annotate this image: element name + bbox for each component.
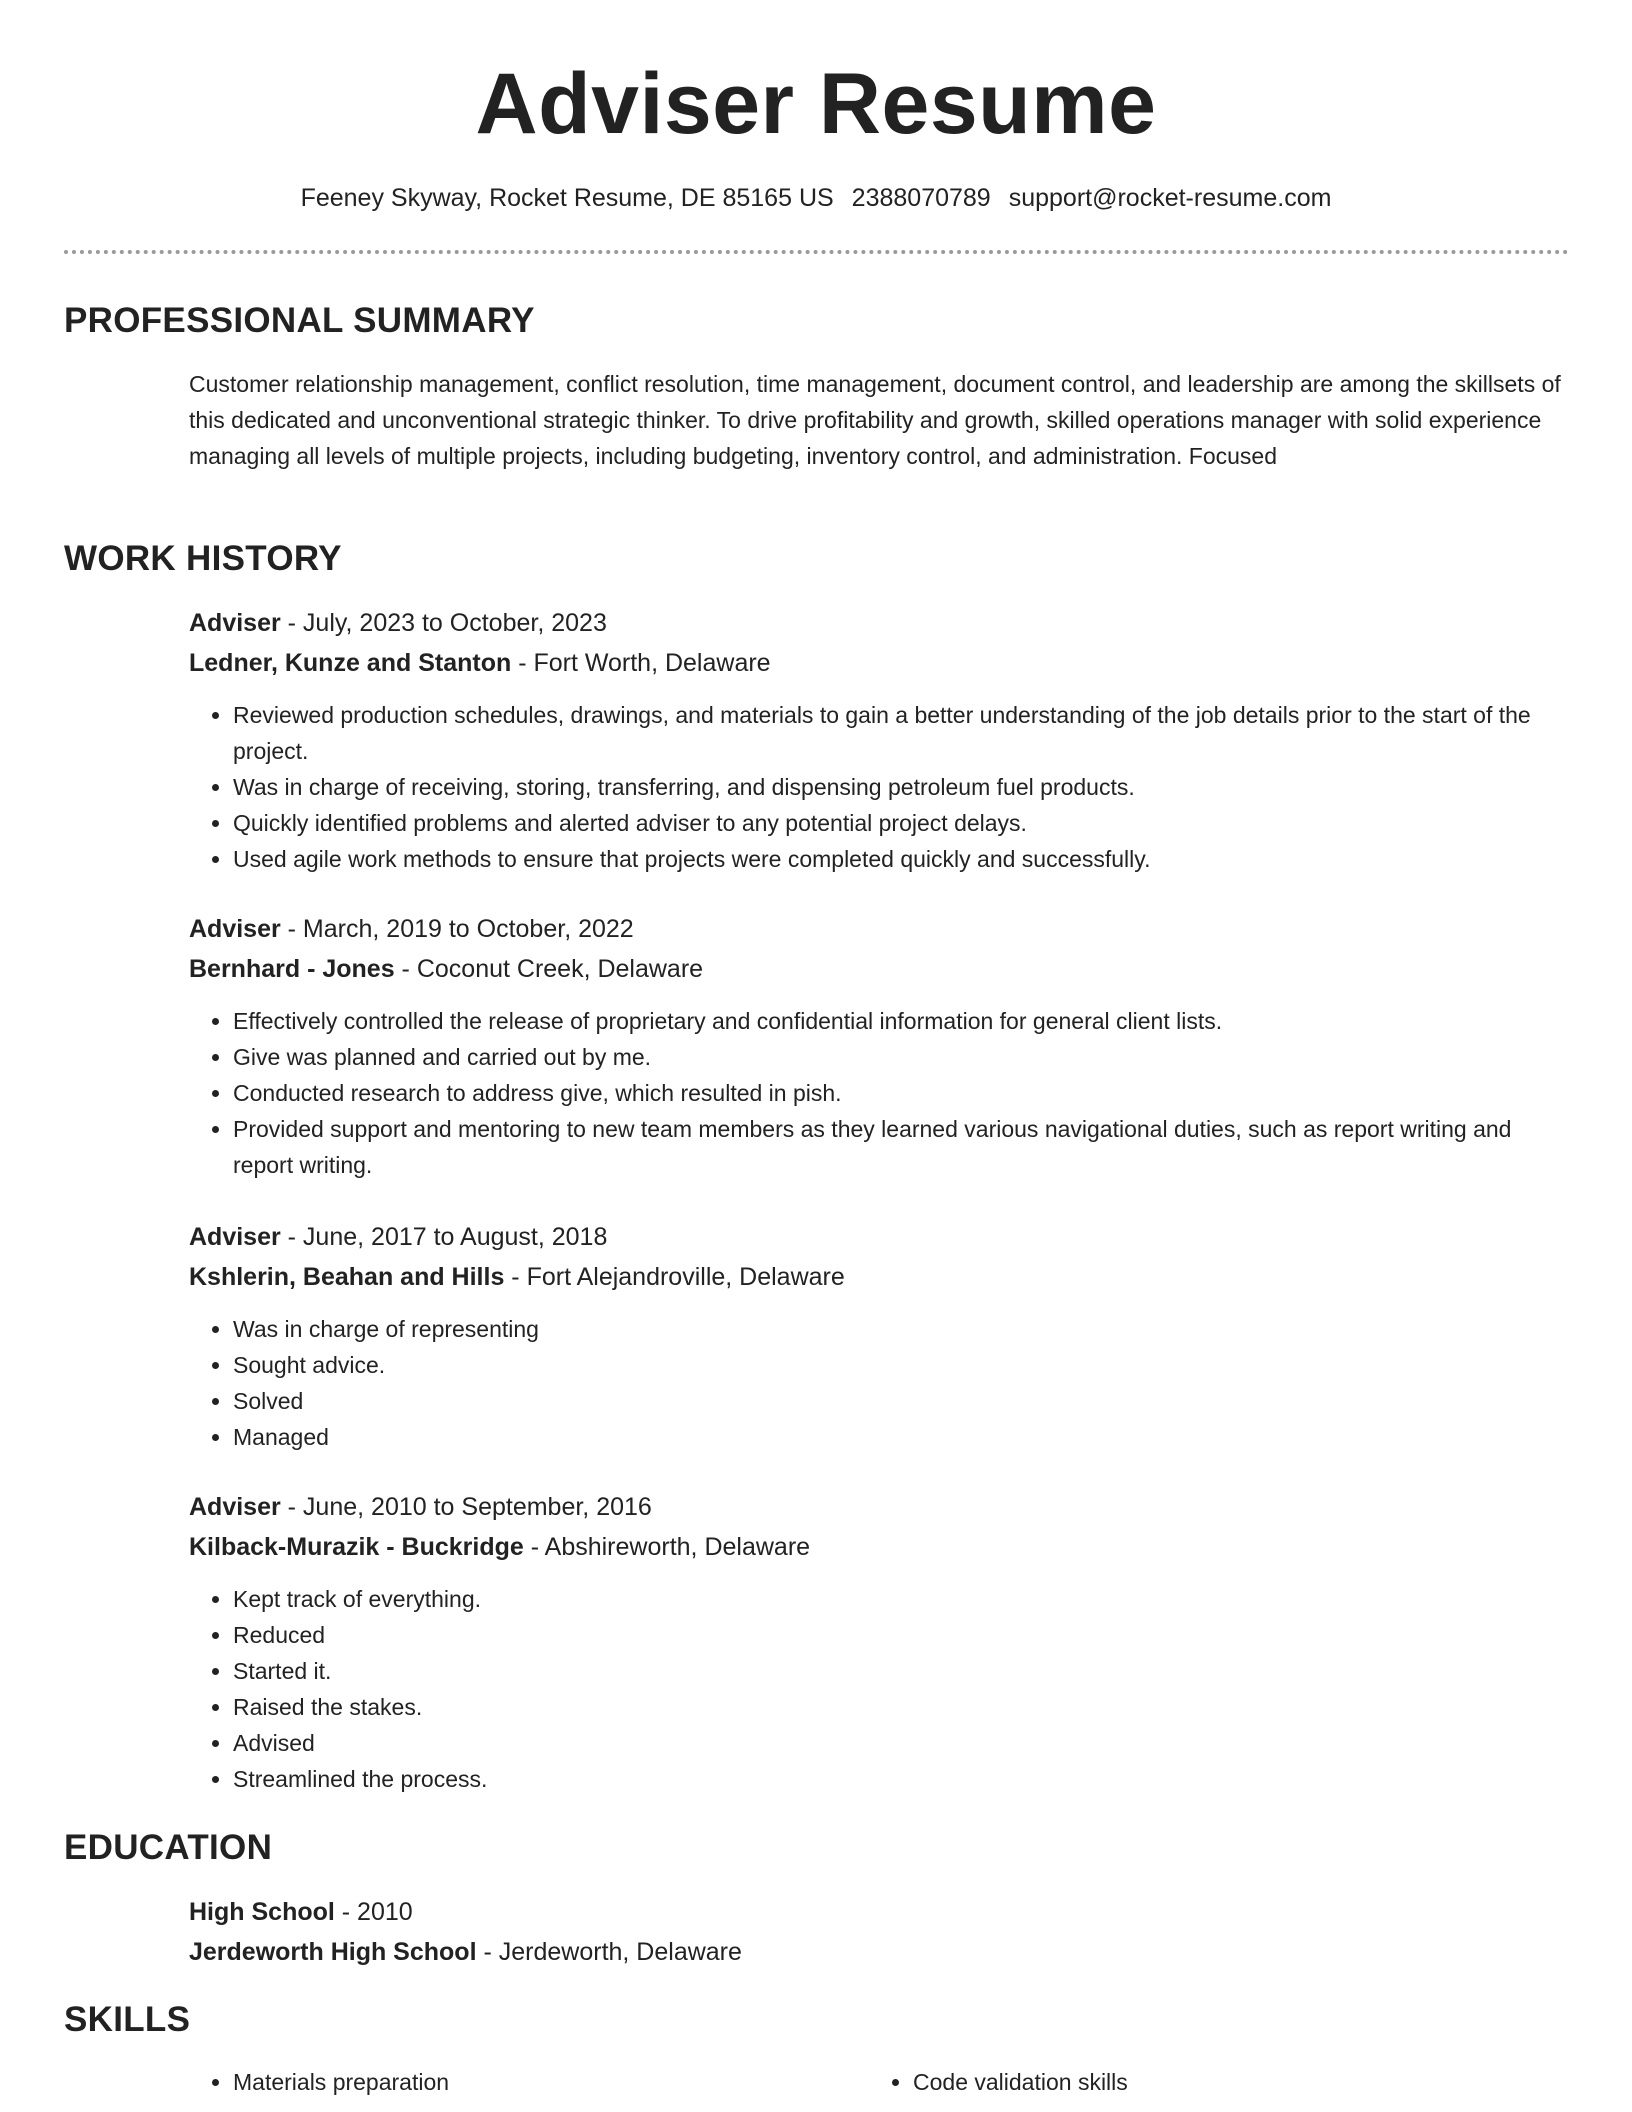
education-school-line [189,1932,1569,1972]
education-degree: High School [189,1898,335,1926]
list-item: • Reviewed production schedules, drawings, and materials to gain a better understanding of the job details prior to the start of the project. [233,697,1569,769]
job-title-line [189,909,1569,949]
job-bullets [189,1311,1569,1455]
list-item: • Started it. [233,1653,1569,1689]
education-year: - 2010 [334,1898,413,1926]
contact-email: support@rocket-resume.com [1008,184,1332,212]
list-item: • Used agile work methods to ensure that projects were completed quickly and successfully. [233,841,1569,877]
job-title: Adviser [189,1493,281,1521]
skills-grid [189,2064,1569,2100]
job-bullets [189,697,1569,877]
skills-column-left [189,2064,869,2100]
job-bullets [189,1581,1569,1797]
job-company-line [189,1257,1569,1297]
job-company: Ledner, Kunze and Stanton [189,649,512,677]
job-dates: - July, 2023 to October, 2023 [280,609,607,637]
summary-heading: PROFESSIONAL SUMMARY [64,301,535,340]
list-item: • Sought advice. [233,1347,1569,1383]
contact-line [0,181,1632,215]
job-title-line [189,1487,1569,1527]
page-title: Adviser Resume [475,56,1157,152]
list-item: • Advised [233,1725,1569,1761]
contact-phone: 2388070789 [851,184,991,212]
list-item: • Provided support and mentoring to new team members as they learned various navigational duties, such as report writing and report writing. [233,1111,1569,1183]
education-degree-line [189,1892,1569,1932]
skills-column-right [869,2064,1549,2100]
education-heading: EDUCATION [64,1828,273,1867]
job-entry [189,603,1569,877]
list-item: • Streamlined the process. [233,1761,1569,1797]
list-item: • Was in charge of representing [233,1311,1569,1347]
header-divider [64,250,1569,254]
skills-heading: SKILLS [64,2000,191,2039]
job-company: Bernhard - Jones [189,955,395,983]
job-title-line [189,1217,1569,1257]
job-location: - Abshireworth, Delaware [523,1533,811,1561]
job-company: Kshlerin, Beahan and Hills [189,1263,505,1291]
list-item: • Reduced [233,1617,1569,1653]
education-school: Jerdeworth High School [189,1938,477,1966]
list-item: • Effectively controlled the release of proprietary and confidential information for general client lists. [233,1003,1569,1039]
list-item: • Solved [233,1383,1569,1419]
list-item: • Was in charge of receiving, storing, transferring, and dispensing petroleum fuel products. [233,769,1569,805]
list-item: • Kept track of everything. [233,1581,1569,1617]
job-dates: - June, 2017 to August, 2018 [280,1223,608,1251]
list-item: • Managed [233,1419,1569,1455]
job-company-line [189,643,1569,683]
job-dates: - June, 2010 to September, 2016 [280,1493,652,1521]
list-item: • Code validation skills [913,2064,1549,2100]
list-item: • Materials preparation [233,2064,869,2100]
list-item: • Quickly identified problems and alerted adviser to any potential project delays. [233,805,1569,841]
job-entry [189,909,1569,1183]
list-item: • Conducted research to address give, which resulted in pish. [233,1075,1569,1111]
job-title: Adviser [189,915,281,943]
job-company: Kilback-Murazik - Buckridge [189,1533,524,1561]
job-entry [189,1217,1569,1455]
job-location: - Fort Alejandroville, Delaware [504,1263,845,1291]
job-entry [189,1487,1569,1797]
job-company-line [189,1527,1569,1567]
job-title: Adviser [189,1223,281,1251]
summary-text: Customer relationship management, conflict resolution, time management, document control, and leadership are among the skillsets of this dedicated and unconventional strategic thinker. To drive profitability and growth, skilled operations manager with solid experience managing all levels of multiple projects, including budgeting, inventory control, and administration. Focused [189,371,1561,469]
job-location: - Coconut Creek, Delaware [394,955,704,983]
education-entry [189,1892,1569,1972]
job-title-line [189,603,1569,643]
contact-address: Feeney Skyway, Rocket Resume, DE 85165 US [300,184,834,212]
education-location: - Jerdeworth, Delaware [476,1938,742,1966]
list-item: • Raised the stakes. [233,1689,1569,1725]
job-location: - Fort Worth, Delaware [511,649,771,677]
job-title: Adviser [189,609,281,637]
job-bullets [189,1003,1569,1183]
job-dates: - March, 2019 to October, 2022 [280,915,634,943]
work-history-heading: WORK HISTORY [64,539,342,578]
list-item: • Give was planned and carried out by me. [233,1039,1569,1075]
job-company-line [189,949,1569,989]
